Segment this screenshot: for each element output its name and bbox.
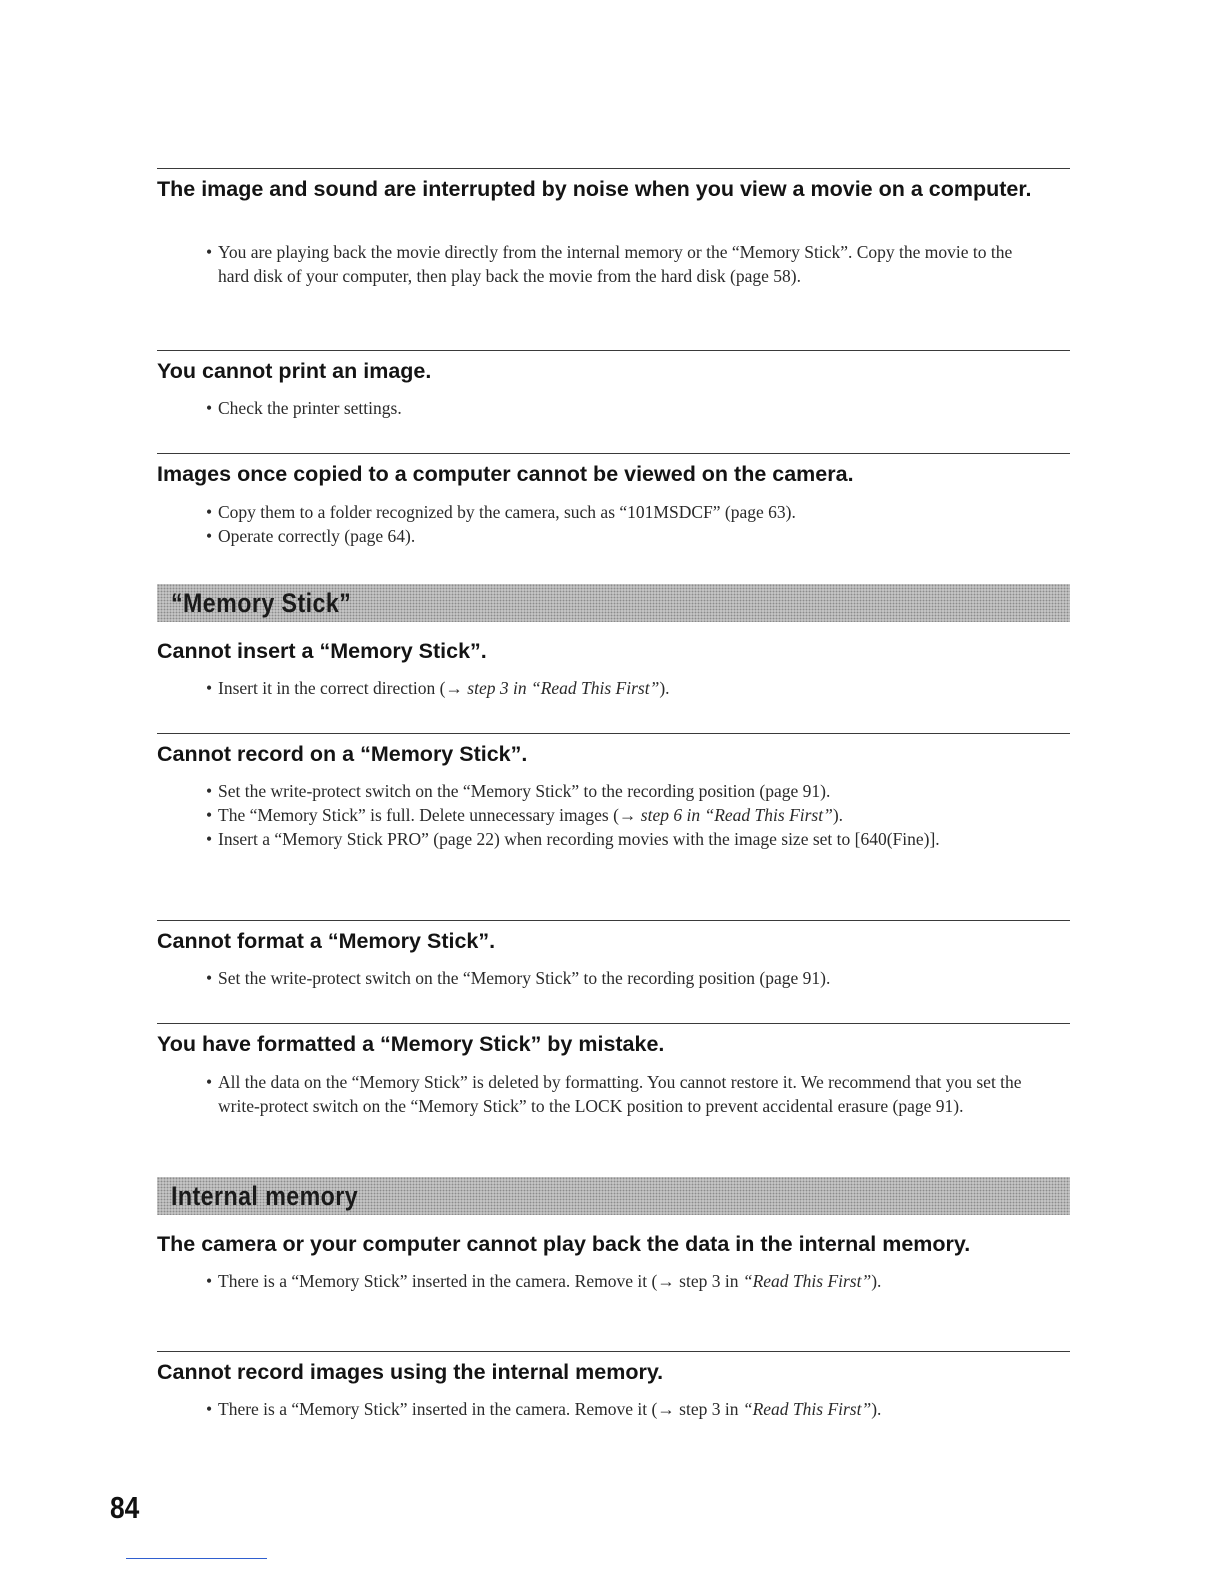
solution-item: • All the data on the “Memory Stick” is deleted by formatting. You cannot restore it. We recommend that you set the write-protect switch on the “Memory Stick” to the LOCK position to prevent accidental erasure (page 91). xyxy=(206,1070,1046,1118)
problem-heading: The image and sound are interrupted by noise when you view a movie on a computer. xyxy=(157,177,1032,201)
section-title: Internal memory xyxy=(171,1181,359,1211)
divider xyxy=(157,733,1070,734)
solution-item: • Insert a “Memory Stick PRO” (page 22) when recording movies with the image size set to [640(Fine)]. xyxy=(206,827,1046,851)
reference-link-text: step 3 in “Read This First” xyxy=(467,678,660,698)
solution-list xyxy=(206,676,1046,700)
solution-item: • Set the write-protect switch on the “Memory Stick” to the recording position (page 91). xyxy=(206,779,1046,803)
solution-item: • You are playing back the movie directly from the internal memory or the “Memory Stick”. Copy the movie to the hard disk of your computer, then play back the movie from the hard disk (page 58). xyxy=(206,240,1046,288)
solution-item: • Copy them to a folder recognized by the camera, such as “101MSDCF” (page 63). xyxy=(206,500,1046,524)
solution-list xyxy=(206,1397,1046,1421)
page-number: 84 xyxy=(110,1490,140,1525)
solution-item: • There is a “Memory Stick” inserted in the camera. Remove it (→ step 3 in “Read This First”). xyxy=(206,1269,1046,1293)
reference-link-text: “Read This First” xyxy=(742,1399,872,1419)
section-title: “Memory Stick” xyxy=(171,588,352,618)
divider xyxy=(157,350,1070,351)
divider xyxy=(157,1351,1070,1352)
solution-list xyxy=(206,966,1046,990)
section-band-memory-stick xyxy=(157,584,1070,622)
solution-item: • Insert it in the correct direction (→ step 3 in “Read This First”). xyxy=(206,676,1046,700)
problem-heading: The camera or your computer cannot play back the data in the internal memory. xyxy=(157,1232,971,1256)
problem-heading: Images once copied to a computer cannot be viewed on the camera. xyxy=(157,462,854,486)
problem-heading: Cannot record on a “Memory Stick”. xyxy=(157,742,528,766)
problem-heading: Cannot format a “Memory Stick”. xyxy=(157,929,496,953)
solution-item: • The “Memory Stick” is full. Delete unnecessary images (→ step 6 in “Read This First”). xyxy=(206,803,1046,827)
problem-heading: Cannot record images using the internal memory. xyxy=(157,1360,664,1384)
divider xyxy=(157,453,1070,454)
divider xyxy=(157,168,1070,169)
solution-list xyxy=(206,240,1046,288)
solution-list xyxy=(206,1070,1046,1118)
solution-item: • Set the write-protect switch on the “Memory Stick” to the recording position (page 91). xyxy=(206,966,1046,990)
solution-list xyxy=(206,1269,1046,1293)
solution-list xyxy=(206,779,1046,851)
solution-item: • Check the printer settings. xyxy=(206,396,1046,420)
problem-heading: You cannot print an image. xyxy=(157,359,432,383)
solution-item: • There is a “Memory Stick” inserted in the camera. Remove it (→ step 3 in “Read This First”). xyxy=(206,1397,1046,1421)
problem-heading: You have formatted a “Memory Stick” by mistake. xyxy=(157,1032,665,1056)
solution-item: • Operate correctly (page 64). xyxy=(206,524,1046,548)
problem-heading: Cannot insert a “Memory Stick”. xyxy=(157,639,487,663)
divider xyxy=(157,920,1070,921)
divider xyxy=(157,1023,1070,1024)
solution-list xyxy=(206,500,1046,548)
footer-line xyxy=(126,1558,267,1559)
reference-link-text: step 6 in “Read This First” xyxy=(640,805,833,825)
reference-link-text: “Read This First” xyxy=(742,1271,872,1291)
solution-list xyxy=(206,396,1046,420)
section-band-internal-memory xyxy=(157,1177,1070,1215)
